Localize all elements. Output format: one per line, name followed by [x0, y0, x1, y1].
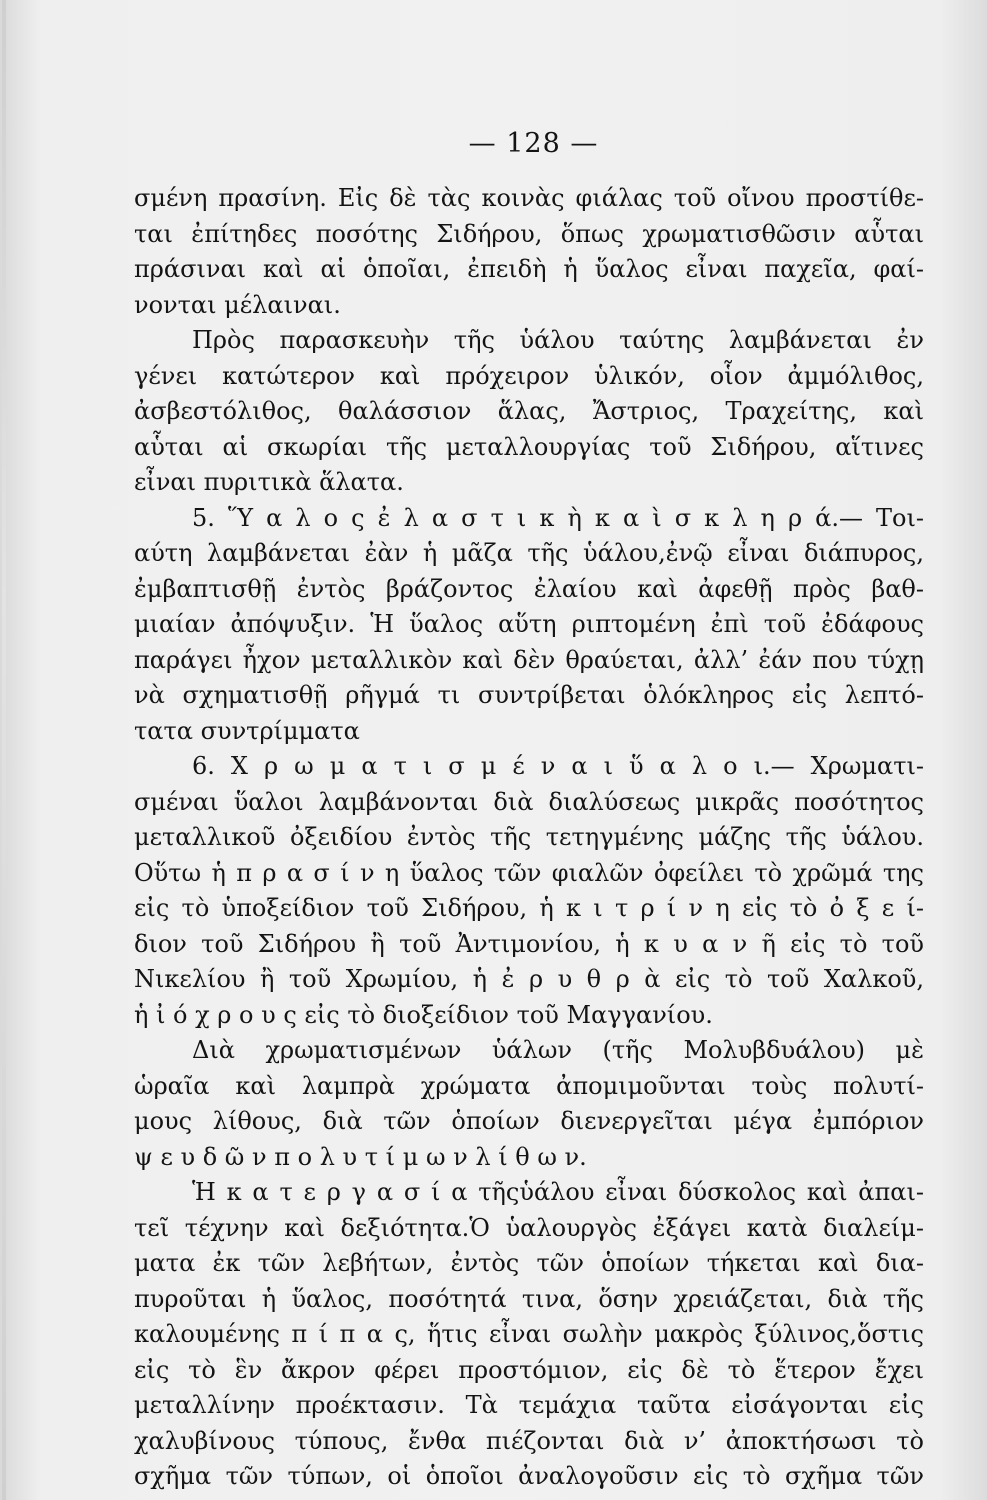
text-line: Οὕτω ἡ π ρ α σ ί ν η ὕαλος τῶν φιαλῶν ὀφείλει τὸ χρῶμά της [134, 858, 924, 887]
text-line: τεῖ τέχνην καὶ δεξιότητα.Ὁ ὑαλουργὸς ἐξάγει κατὰ διαλείμ- [134, 1213, 924, 1242]
text-line: καλουμένης π ί π α ς, ἥτις εἶναι σωλὴν μακρὸς ξύλινος,ὅστις [134, 1320, 924, 1348]
text-line: ἐμβαπτισθῇ ἐντὸς βράζοντος ἐλαίου καὶ ἀφεθῇ πρὸς βαθ- [134, 574, 924, 603]
text-line: ψ ε υ δ ῶ ν π ο λ υ τ ί μ ω ν λ ί θ ω ν. [134, 1142, 587, 1171]
text-line: μιαίαν ἀπόψυξιν. Ἡ ὕαλος αὕτη ριπτομένη ἐπὶ τοῦ ἐδάφους [134, 610, 924, 638]
text-line: 6. Χ ρ ω μ α τ ι σ μ έ ν α ι ὕ α λ ο ι.— Χρωματι- [192, 752, 924, 780]
text-line: παράγει ἦχον μεταλλικὸν καὶ δὲν θραύεται, ἀλλ’ ἐάν που τύχῃ [134, 645, 924, 674]
text-line: πράσιναι καὶ αἱ ὁποῖαι, ἐπειδὴ ἡ ὕαλος εἶναι παχεῖα, φαί- [134, 255, 924, 283]
text-line: νονται μέλαιναι. [134, 290, 341, 319]
text-line: πυροῦται ἡ ὕαλος, ποσότητά τινα, ὅσην χρειάζεται, διὰ τῆς [134, 1284, 924, 1313]
text-line: Ἡ κ α τ ε ρ γ α σ ί α τῆςὑάλου εἶναι δύσκολος καὶ ἀπαι- [192, 1178, 924, 1206]
text-line: εἶναι πυριτικὰ ἅλατα. [134, 468, 404, 496]
text-line: μεταλλίνην προέκτασιν. Τὰ τεμάχια ταῦτα εἰσάγονται εἰς [134, 1391, 924, 1419]
text-line: Διὰ χρωματισμένων ὑάλων (τῆς Μολυβδυάλου) μὲ [192, 1036, 924, 1064]
text-line: 5. Ὕ α λ ο ς ἐ λ α σ τ ι κ ὴ κ α ὶ σ κ λ η ρ ά.— Τοι- [192, 503, 924, 532]
text-line: Νικελίου ἢ τοῦ Χρωμίου, ἡ ἐ ρ υ θ ρ ὰ εἰς τὸ τοῦ Χαλκοῦ, [134, 965, 924, 993]
text-line: ται ἐπίτηδες ποσότης Σιδήρου, ὅπως χρωματισθῶσιν αὗται [134, 219, 924, 248]
text-line: μεταλλικοῦ ὀξειδίου ἐντὸς τῆς τετηγμένης μάζης τῆς ὑάλου. [134, 823, 924, 851]
text-line: διον τοῦ Σιδήρου ἢ τοῦ Ἀντιμονίου, ἡ κ υ α ν ῆ εἰς τὸ τοῦ [134, 929, 924, 958]
text-line: γένει κατώτερον καὶ πρόχειρον ὑλικόν, οἷον ἀμμόλιθος, [134, 361, 924, 390]
text-line: εἰς τὸ ὑποξείδιον τοῦ Σιδήρου, ἡ κ ι τ ρ ί ν η εἰς τὸ ὀ ξ ε ί- [134, 894, 924, 922]
text-line: ἡ ἰ ό χ ρ ο υ ς εἰς τὸ διοξείδιον τοῦ Μαγγανίου. [134, 1000, 713, 1029]
text-line: σμέναι ὕαλοι λαμβάνονται διὰ διαλύσεως μικρᾶς ποσότητος [134, 787, 924, 816]
text-line: ὡραῖα καὶ λαμπρὰ χρώματα ἀπομιμοῦνται τοὺς πολυτί- [134, 1071, 924, 1100]
text-line: νὰ σχηματισθῇ ρῆγμά τι συντρίβεται ὁλόκληρος εἰς λεπτό- [134, 681, 924, 709]
text-line: αύτη λαμβάνεται ἐὰν ἡ μᾶζα τῆς ὑάλου,ἐνῷ εἶναι διάπυρος, [134, 539, 924, 567]
text-line: ματα ἐκ τῶν λεβήτων, ἐντὸς τῶν ὁποίων τήκεται καὶ δια- [134, 1249, 924, 1277]
text-line: αὗται αἱ σκωρίαι τῆς μεταλλουργίας τοῦ Σιδήρου, αἵτινες [134, 432, 924, 461]
page-edge-shadow [2, 0, 6, 1500]
text-line: μους λίθους, διὰ τῶν ὁποίων διενεργεῖται μέγα ἐμπόριον [134, 1107, 924, 1135]
text-line: εἰς τὸ ἓν ἄκρον φέρει προστόμιον, εἰς δὲ τὸ ἕτερον ἔχει [134, 1355, 924, 1384]
page-number: — 128 — [468, 128, 599, 159]
text-line: ἀσβεστόλιθος, θαλάσσιον ἅλας, Ἄστριος, Τραχείτης, καὶ [134, 397, 924, 425]
text-line: τατα συντρίμματα [134, 716, 360, 745]
body-text [134, 181, 924, 1495]
text-line: Πρὸς παρασκευὴν τῆς ὑάλου ταύτης λαμβάνεται ἐν [192, 326, 924, 354]
text-line: σχῆμα τῶν τύπων, οἱ ὁποῖοι ἀναλογοῦσιν εἰς τὸ σχῆμα τῶν [134, 1462, 924, 1490]
text-line: σμένη πρασίνη. Εἰς δὲ τὰς κοινὰς φιάλας τοῦ οἴνου προστίθε- [134, 184, 924, 212]
text-line: χαλυβίνους τύπους, ἔνθα πιέζονται διὰ ν’ ἀποκτήσωσι τὸ [134, 1426, 924, 1455]
